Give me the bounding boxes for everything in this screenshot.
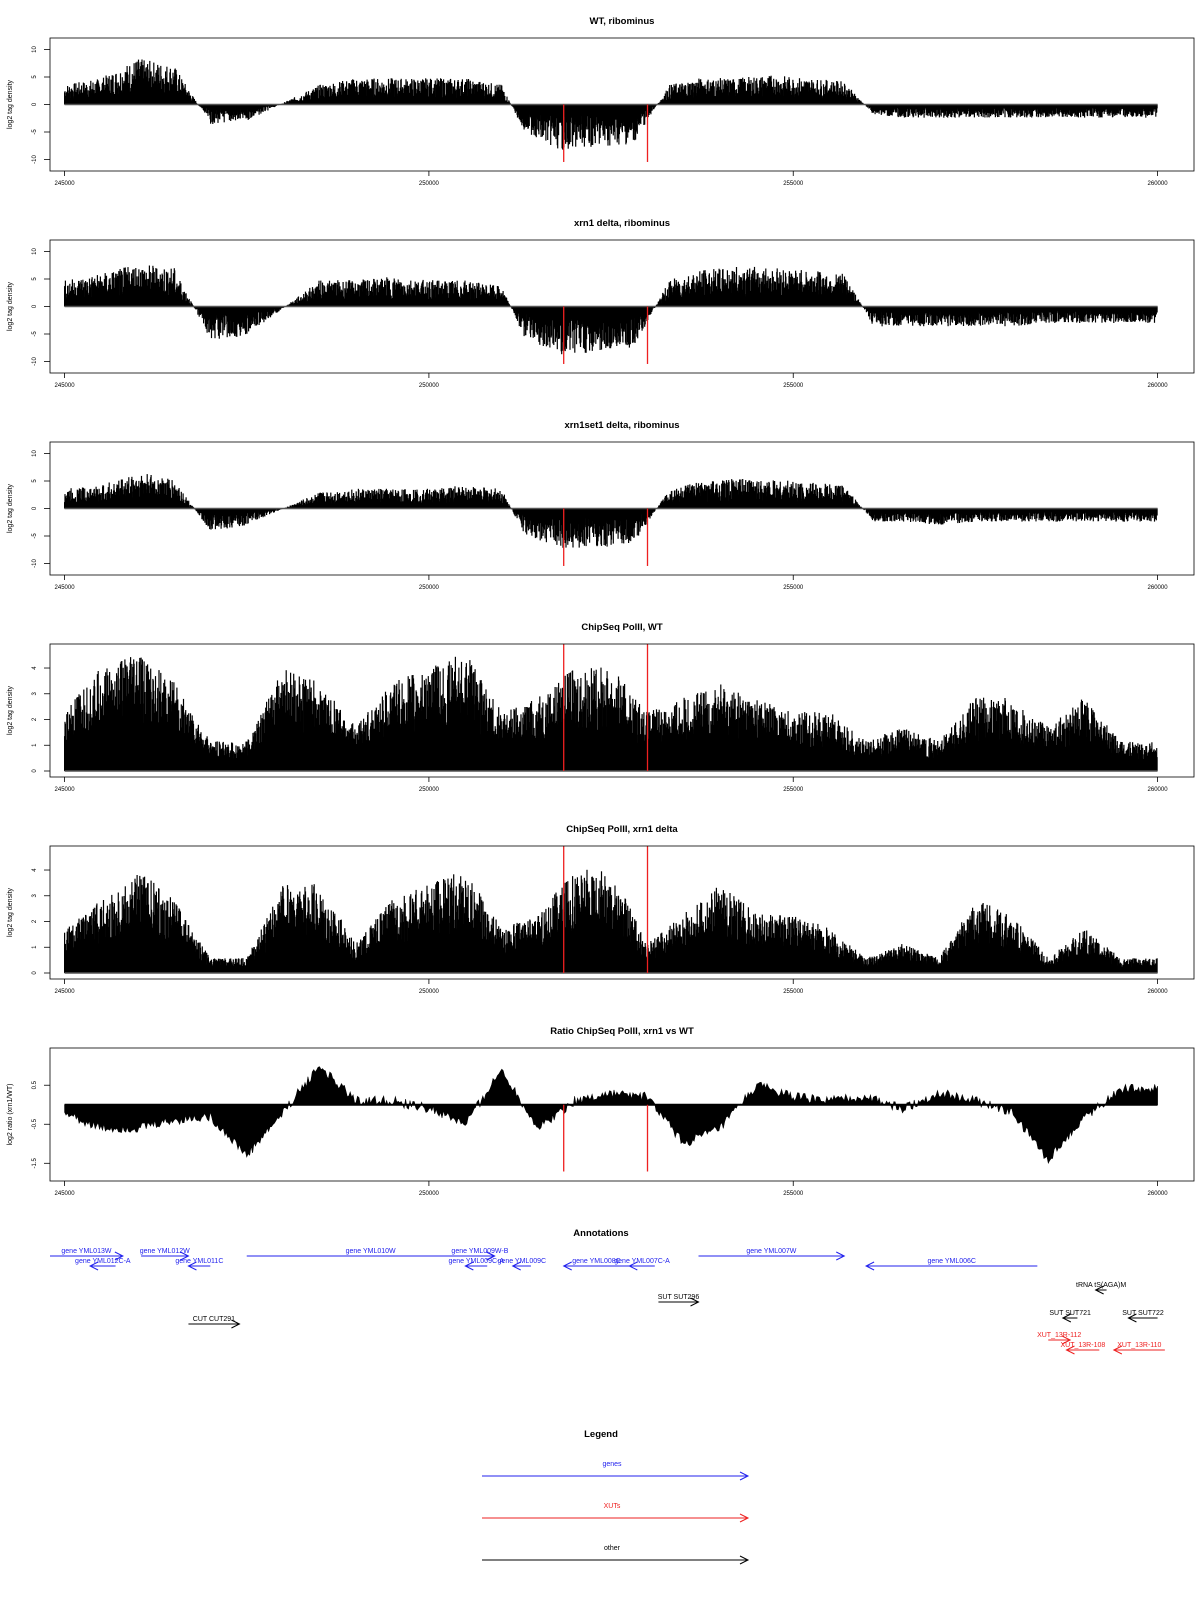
y-tick-label: -10 [32, 357, 38, 366]
chart-panel [7, 218, 1194, 389]
y-tick-label: 10 [32, 46, 38, 53]
panel-title: WT, ribominus [589, 16, 655, 27]
y-tick-label: 0 [32, 304, 38, 309]
y-tick-label: -5 [32, 129, 38, 135]
y-tick-label: 10 [32, 248, 38, 255]
y-tick-label: 0 [32, 102, 38, 107]
y-axis-label: log2 tag density [7, 281, 14, 332]
y-tick-label: 5 [32, 75, 38, 79]
chart-panel [7, 16, 1194, 187]
x-tick-label: 250000 [418, 181, 439, 187]
y-tick-label: -5 [32, 331, 38, 337]
x-tick-label: 255000 [783, 181, 804, 187]
y-tick-label: 5 [32, 277, 38, 281]
panel-title: xrn1 delta, ribominus [573, 218, 671, 229]
y-axis-label: log2 tag density [7, 79, 14, 130]
x-tick-label: 245000 [54, 181, 75, 187]
x-tick-label: 260000 [1147, 181, 1168, 187]
y-tick-label: -10 [32, 155, 38, 164]
